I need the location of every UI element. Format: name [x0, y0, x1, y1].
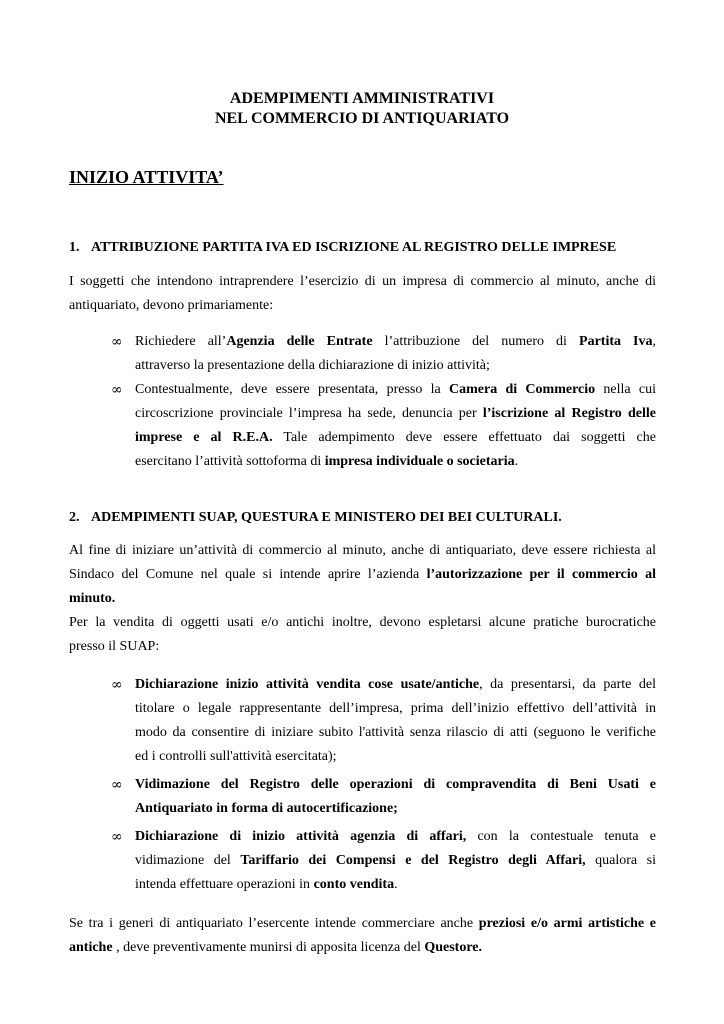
text-run: qualora si	[585, 853, 656, 868]
paragraph-2	[69, 539, 656, 659]
bold-text: Agenzia delle Entrate	[226, 334, 373, 349]
text-run: Se tra i generi di antiquariato l’esercente intende commerciare anche	[69, 916, 479, 931]
bold-text: preziosi e/o armi artistiche e	[478, 916, 656, 931]
list-item-text	[135, 330, 656, 378]
text-run: titolare o legale rappresentante dell’impresa, prima dell’inizio effettivo dell’attività in	[135, 701, 656, 716]
text-run: esercitano l’attività sottoforma di	[135, 454, 325, 469]
bold-text: impresa individuale o societaria	[324, 454, 515, 469]
bold-text: minuto.	[69, 591, 116, 606]
text-run: con la contestuale tenuta e	[466, 829, 656, 844]
bold-text: Dichiarazione inizio attività vendita cose usate/antiche	[135, 677, 480, 692]
bold-text: Camera di Commercio	[449, 382, 596, 397]
text-run: l’attribuzione del numero di	[372, 334, 580, 349]
text-run: .	[394, 877, 398, 892]
heading-1-number: 1.	[69, 240, 80, 255]
bold-text: l’iscrizione al Registro delle	[482, 406, 656, 421]
heading-2-text: ADEMPIMENTI SUAP, QUESTURA E MINISTERO DEI BEI CULTURALI.	[91, 510, 562, 525]
text-run: Sindaco del Comune nel quale si intende aprire l’azienda	[69, 567, 427, 582]
heading-2-number: 2.	[69, 510, 80, 525]
list-item-text	[135, 673, 656, 769]
text-run: nella cui	[595, 382, 657, 397]
bold-text: Tariffario dei Compensi e del Registro degli Affari,	[240, 853, 586, 868]
paragraph-2-line: presso il SUAP:	[69, 639, 160, 654]
document-title-line-1: ADEMPIMENTI AMMINISTRATIVI	[229, 90, 495, 107]
paragraph-2-line: Per la vendita di oggetti usati e/o antichi inoltre, devono espletarsi alcune pratiche burocratiche	[69, 615, 656, 630]
document-title-line-2: NEL COMMERCIO DI ANTIQUARIATO	[214, 110, 510, 127]
list-item-text	[135, 825, 656, 897]
infinity-bullet-icon: ∞	[111, 829, 123, 845]
text-run: Contestualmente, deve essere presentata, presso la	[135, 382, 449, 397]
text-run: .	[514, 454, 519, 469]
heading-1	[69, 239, 669, 257]
paragraph-1	[69, 270, 656, 318]
text-run: vidimazione del	[135, 853, 241, 868]
infinity-bullet-icon: ∞	[111, 334, 123, 350]
text-run: circoscrizione provinciale l’impresa ha sede, denuncia per	[135, 406, 483, 421]
bold-text: conto vendita	[313, 877, 395, 892]
bold-text: Antiquariato in forma di autocertificazione;	[135, 801, 398, 816]
text-run: , da presentarsi, da parte del	[479, 677, 656, 692]
list-item-text	[135, 773, 656, 821]
text-run: Richiedere all’	[135, 334, 227, 349]
text-run: Tale adempimento deve essere effettuato dai soggetti che	[272, 430, 656, 445]
bold-text: Questore.	[424, 940, 483, 955]
paragraph-3	[69, 912, 656, 960]
text-run: , deve preventivamente munirsi di apposita licenza del	[112, 940, 425, 955]
section-heading: INIZIO ATTIVITA’	[69, 167, 224, 187]
bold-text: Partita Iva	[579, 334, 653, 349]
paragraph-1-line: I soggetti che intendono intraprendere l’esercizio di un impresa di commercio al minuto, anche di	[69, 274, 656, 289]
list-item-text	[135, 378, 656, 474]
bold-text: imprese e al R.E.A.	[135, 430, 273, 445]
infinity-bullet-icon: ∞	[111, 677, 123, 693]
heading-1-text: ATTRIBUZIONE PARTITA IVA ED ISCRIZIONE AL REGISTRO DELLE IMPRESE	[91, 240, 617, 255]
text-run: modo da consentire di iniziare subito l'attività senza rilascio di atti (seguono le verifiche	[135, 725, 656, 740]
text-run: ,	[652, 334, 656, 349]
text-run: intenda effettuare operazioni in	[135, 877, 314, 892]
infinity-bullet-icon: ∞	[111, 382, 123, 398]
bold-text: l’autorizzazione per il commercio al	[426, 567, 656, 582]
paragraph-1-line: antiquariato, devono primariamente:	[69, 298, 274, 313]
text-run: attraverso la presentazione della dichiarazione di inizio attività;	[135, 358, 490, 373]
text-run: ed i controlli sull'attività esercitata);	[135, 749, 337, 764]
bold-text: Dichiarazione di inizio attività agenzia di affari,	[135, 829, 467, 844]
bold-text: Vidimazione del Registro delle operazioni di compravendita di Beni Usati e	[135, 777, 656, 792]
bold-text: antiche	[69, 940, 113, 955]
paragraph-2-line: Al fine di iniziare un’attività di commercio al minuto, anche di antiquariato, deve essere richiesta al	[69, 543, 656, 558]
heading-2	[69, 509, 669, 527]
infinity-bullet-icon: ∞	[111, 777, 123, 793]
